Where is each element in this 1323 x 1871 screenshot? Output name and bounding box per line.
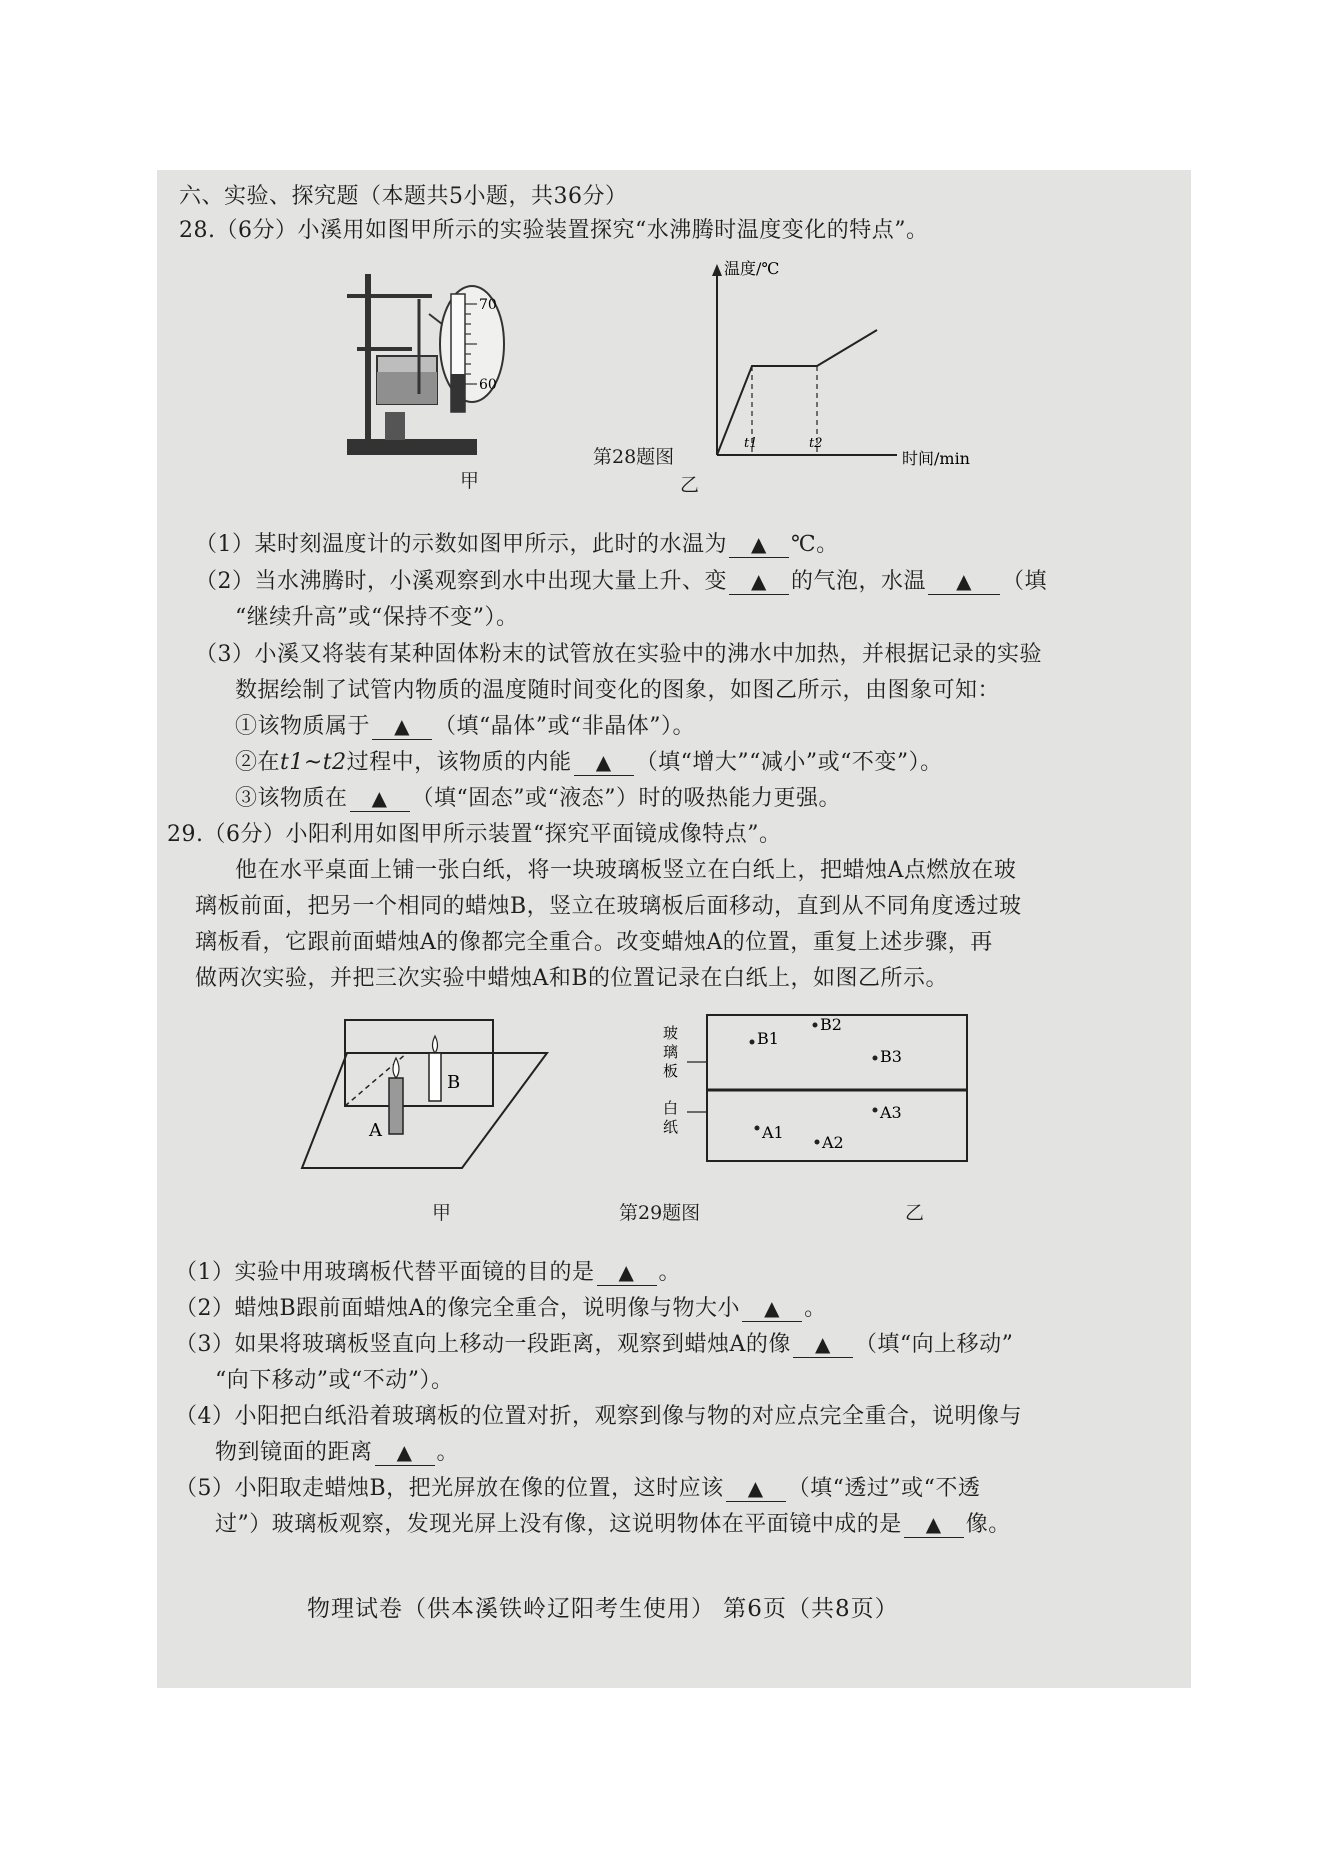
paper-label-1: 白 — [663, 1099, 679, 1117]
graph-t2: t2 — [809, 436, 823, 451]
temperature-curve — [717, 330, 877, 455]
stand-rod — [365, 274, 371, 442]
thermo-bottom-label: 60 — [479, 377, 497, 393]
q29-part2: （2）蜡烛B跟前面蜡烛A的像完全重合，说明像与物大小 ▲ 。 — [175, 1296, 827, 1321]
answer-blank[interactable]: ▲ — [574, 749, 634, 776]
page-footer: 物理试卷（供本溪铁岭辽阳考生使用） 第6页（共8页） — [307, 1596, 899, 1622]
glass-label-1: 玻 — [663, 1024, 679, 1042]
q28-part3a: ①该物质属于 ▲ （填“晶体”或“非晶体”）。 — [235, 714, 696, 739]
graph-ylabel: 温度/℃ — [724, 260, 780, 278]
q28-part3-line2: 数据绘制了试管内物质的温度随时间变化的图象，如图乙所示，由图象可知： — [235, 678, 1001, 703]
q28-fig-yi-label: 乙 — [680, 474, 700, 496]
q28-part2-line2: “继续升高”或“保持不变”）。 — [235, 605, 519, 630]
q29-intro-line1: 他在水平桌面上铺一张白纸，将一块玻璃板竖立在白纸上，把蜡烛A点燃放在玻 — [235, 858, 1017, 883]
candle-b-label: B — [447, 1072, 461, 1093]
answer-blank[interactable]: ▲ — [597, 1259, 657, 1286]
q29-stem: 29.（6分）小阳利用如图甲所示装置“探究平面镜成像特点”。 — [167, 822, 782, 847]
q29-fig-caption: 第29题图 — [619, 1202, 701, 1224]
paper-label-2: 纸 — [663, 1118, 679, 1136]
glass-plate — [345, 1020, 493, 1106]
q29-intro-line2: 璃板前面，把另一个相同的蜡烛B，竖立在玻璃板后面移动，直到从不同角度透过玻 — [195, 894, 1022, 919]
q29-part4-line2: 物到镜面的距离 ▲ 。 — [215, 1440, 460, 1465]
q28-fig-jia-label: 甲 — [460, 470, 480, 492]
q29-apparatus-figure — [297, 1008, 587, 1178]
answer-blank[interactable]: ▲ — [742, 1295, 802, 1322]
q28-part1: （1）某时刻温度计的示数如图甲所示，此时的水温为 ▲ ℃。 — [195, 532, 839, 557]
point-b3: B3 — [880, 1047, 902, 1066]
q28-stem: 28.（6分）小溪用如图甲所示的实验装置探究“水沸腾时温度变化的特点”。 — [179, 218, 929, 243]
candle-a-label: A — [369, 1120, 382, 1141]
answer-blank[interactable]: ▲ — [350, 785, 410, 812]
answer-blank[interactable]: ▲ — [904, 1511, 964, 1538]
q29-record-figure — [627, 1010, 1007, 1170]
q29-fig-jia-label: 甲 — [432, 1202, 452, 1224]
q28-graph — [697, 260, 987, 470]
q29-part3: （3）如果将玻璃板竖直向上移动一段距离，观察到蜡烛A的像 ▲ （填“向上移动” — [175, 1332, 1014, 1357]
q28-apparatus-figure — [337, 254, 527, 464]
q28-part3c: ③该物质在 ▲ （填“固态”或“液态”）时的吸热能力更强。 — [235, 786, 842, 811]
white-paper — [302, 1053, 547, 1168]
candle-a — [389, 1078, 403, 1134]
answer-blank[interactable]: ▲ — [729, 531, 789, 558]
point-a3: A3 — [880, 1103, 902, 1122]
q28-part3-line1: （3）小溪又将装有某种固体粉末的试管放在实验中的沸水中加热，并根据记录的实验 — [195, 642, 1042, 667]
exam-page — [157, 170, 1191, 1688]
section-title: 六、实验、探究题（本题共5小题，共36分） — [179, 184, 628, 209]
q29-intro-line3: 璃板看，它跟前面蜡烛A的像都完全重合。改变蜡烛A的位置，重复上述步骤，再 — [195, 930, 993, 955]
q28-fig-caption: 第28题图 — [593, 446, 675, 468]
burner — [385, 412, 405, 440]
q29-part5-line2: 过”）玻璃板观察，发现光屏上没有像，这说明物体在平面镜中成的是 ▲ 像。 — [215, 1512, 1011, 1537]
glass-label-3: 板 — [663, 1062, 679, 1080]
point-b1: B1 — [757, 1029, 779, 1048]
point-b2: B2 — [820, 1015, 842, 1034]
graph-t1: t1 — [744, 436, 758, 451]
point-a1: A1 — [762, 1123, 784, 1142]
graph-xlabel: 时间/min — [902, 449, 970, 468]
q29-part1: （1）实验中用玻璃板代替平面镜的目的是 ▲ 。 — [175, 1260, 682, 1285]
answer-blank[interactable]: ▲ — [726, 1475, 786, 1502]
q29-intro-line4: 做两次实验，并把三次实验中蜡烛A和B的位置记录在白纸上，如图乙所示。 — [195, 966, 949, 991]
candle-b — [429, 1053, 441, 1101]
q29-part5: （5）小阳取走蜡烛B，把光屏放在像的位置，这时应该 ▲ （填“透过”或“不透 — [175, 1476, 981, 1501]
q29-fig-yi-label: 乙 — [905, 1202, 925, 1224]
glass-label-2: 璃 — [663, 1043, 679, 1061]
q28-part2: （2）当水沸腾时，小溪观察到水中出现大量上升、变 ▲ 的气泡，水温 ▲ （填 — [195, 569, 1048, 594]
answer-blank[interactable]: ▲ — [375, 1439, 435, 1466]
thermo-top-label: 70 — [479, 297, 497, 313]
q28-part3b: ②在t1~t2过程中，该物质的内能 ▲ （填“增大”“减小”或“不变”）。 — [235, 750, 943, 775]
q29-part4-line1: （4）小阳把白纸沿着玻璃板的位置对折，观察到像与物的对应点完全重合，说明像与 — [175, 1404, 1022, 1429]
point-a2: A2 — [822, 1133, 844, 1152]
answer-blank[interactable]: ▲ — [372, 713, 432, 740]
answer-blank[interactable]: ▲ — [729, 568, 789, 595]
q29-part3-line2: “向下移动”或“不动”）。 — [215, 1368, 454, 1393]
answer-blank[interactable]: ▲ — [928, 568, 1000, 595]
answer-blank[interactable]: ▲ — [793, 1331, 853, 1358]
